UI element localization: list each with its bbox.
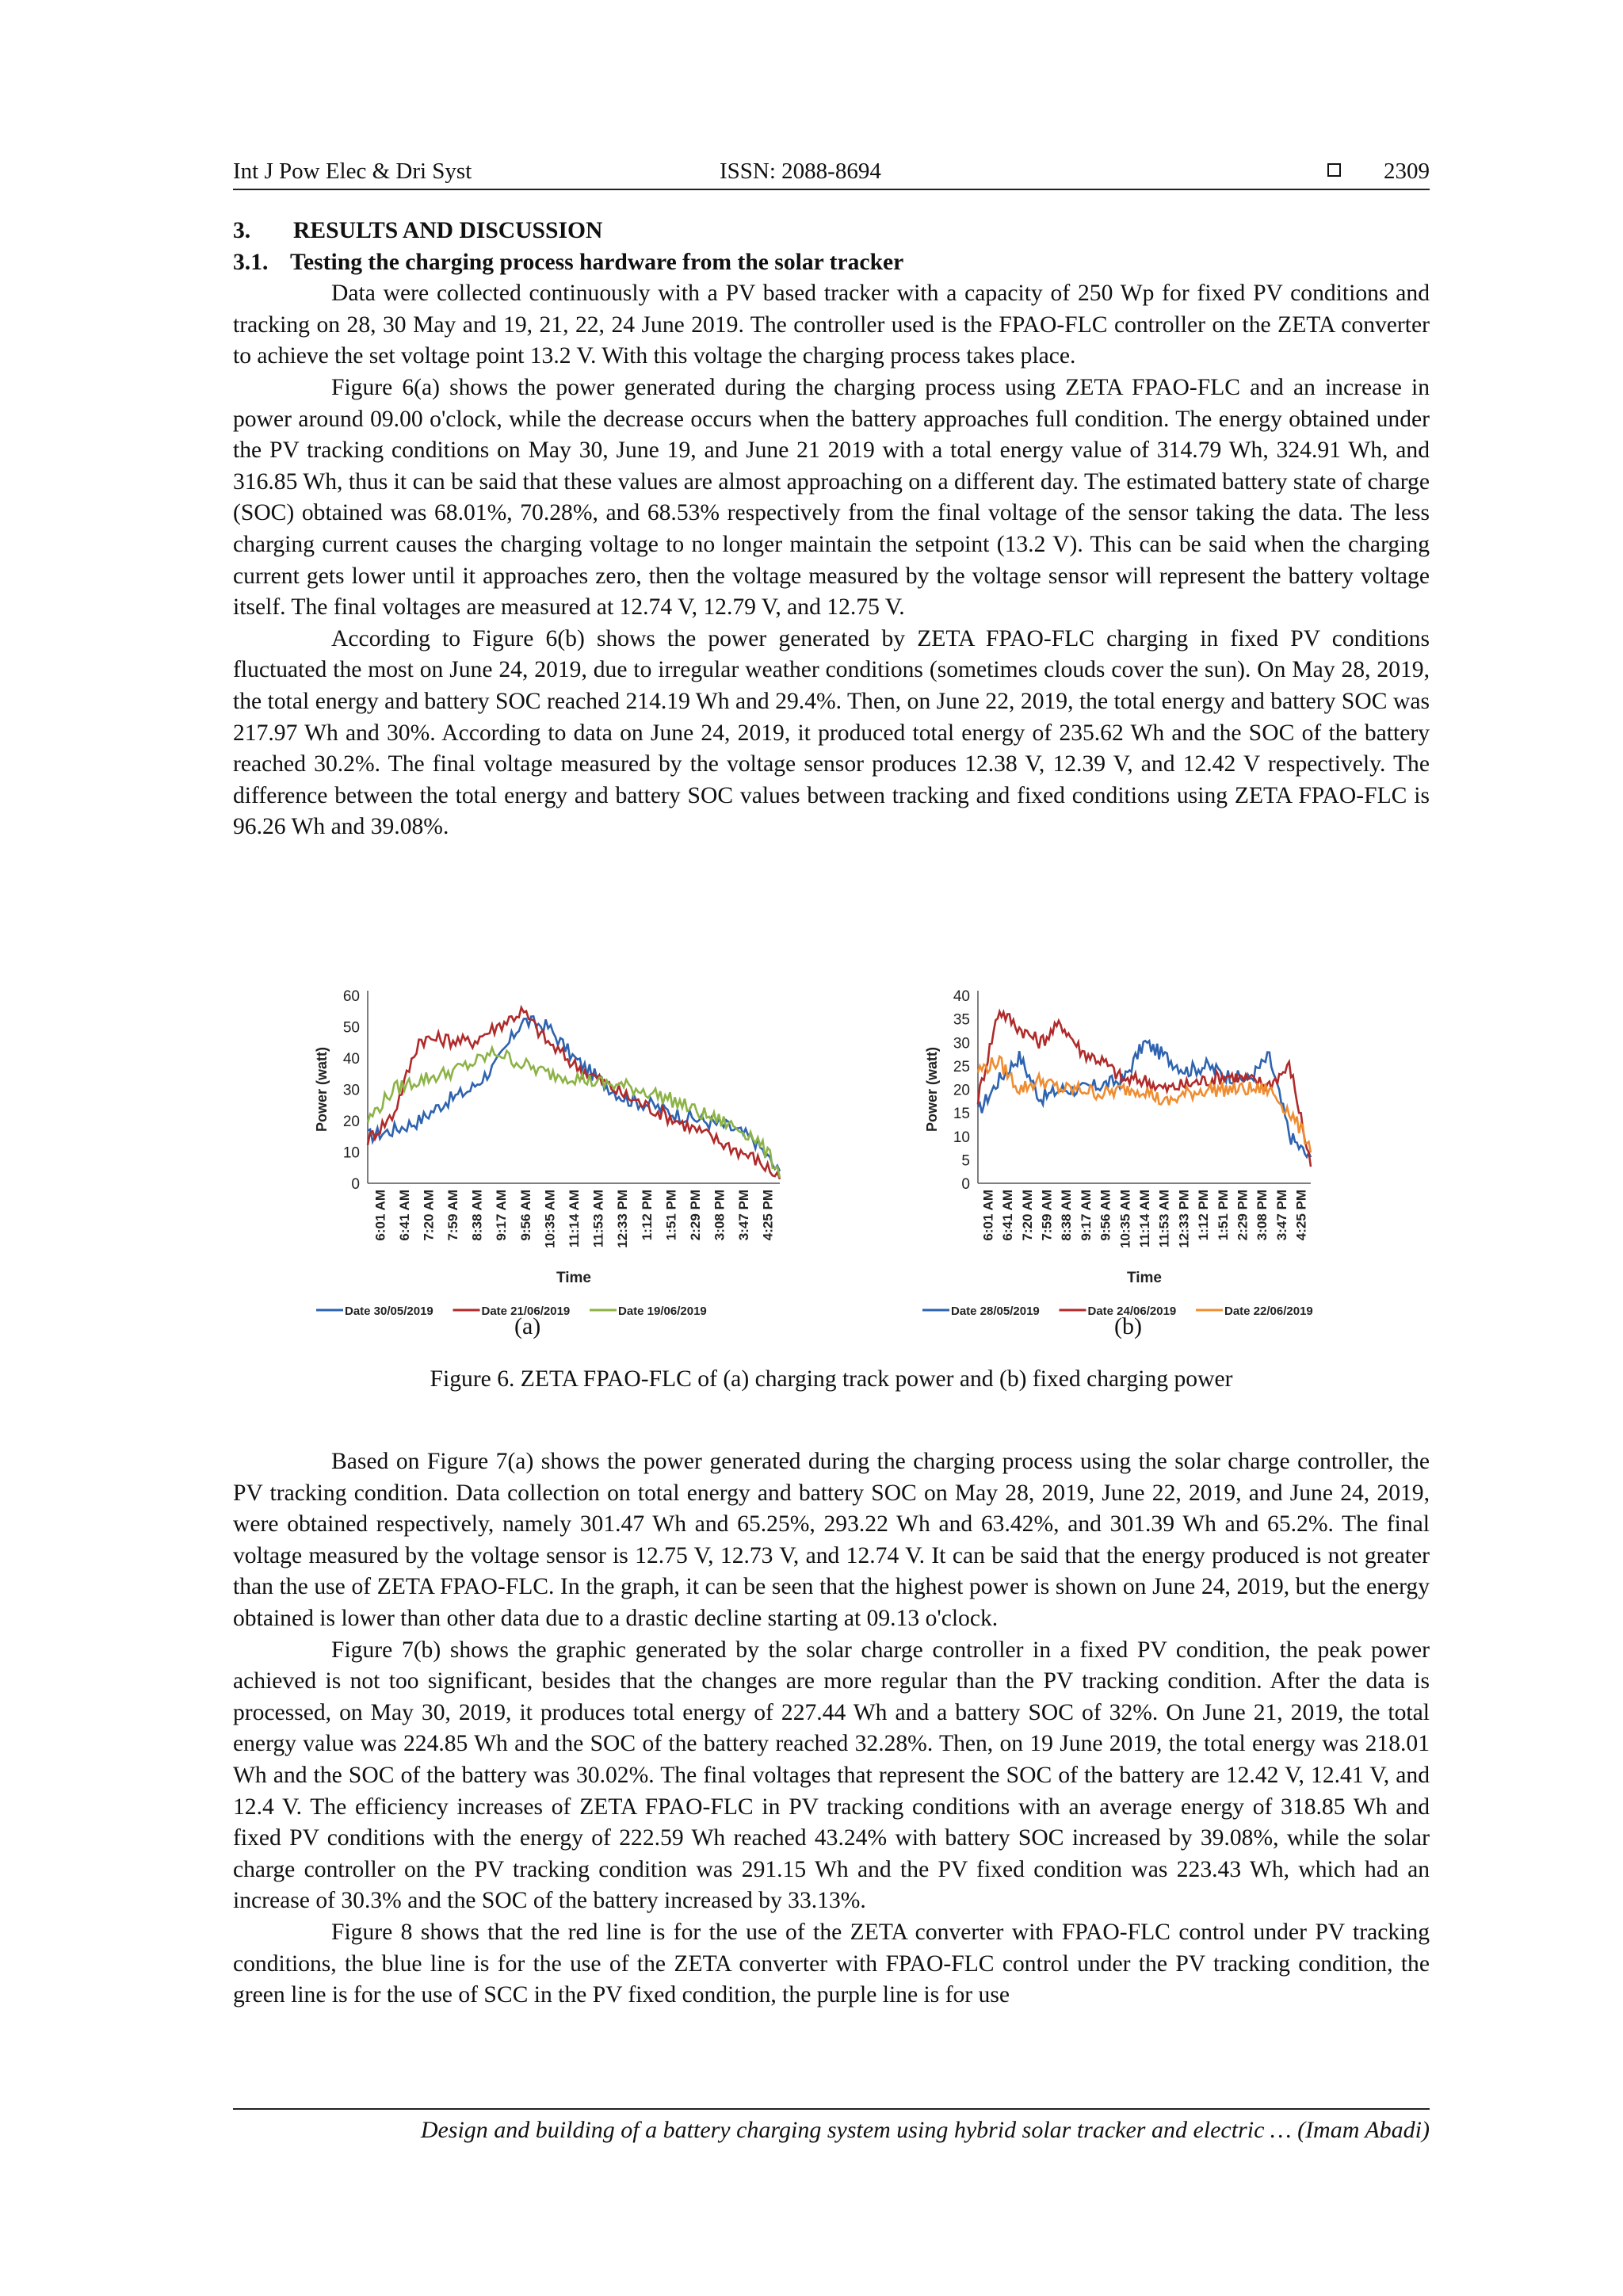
page-footer: Design and building of a battery charging system using hybrid solar tracker and electric … (Imam Abadi) xyxy=(420,2117,1430,2143)
footer-rule xyxy=(233,2108,1430,2110)
x-tick-label: 7:20 AM xyxy=(421,1190,437,1241)
y-tick-label: 0 xyxy=(961,1176,970,1193)
x-tick-label: 4:25 PM xyxy=(1293,1190,1309,1241)
y-tick-label: 0 xyxy=(351,1176,360,1193)
x-tick-label: 2:29 PM xyxy=(1235,1190,1251,1241)
x-tick-label: 6:01 AM xyxy=(372,1190,388,1241)
section-number: 3. xyxy=(233,218,251,243)
x-tick-label: 2:29 PM xyxy=(687,1190,703,1241)
x-tick-label: 1:51 PM xyxy=(663,1190,679,1241)
x-tick-label: 9:56 AM xyxy=(1098,1190,1113,1241)
page-number: 2309 xyxy=(1384,159,1430,184)
sublabel-b: (b) xyxy=(1114,1313,1142,1339)
legend-label: Date 21/06/2019 xyxy=(481,1305,571,1318)
text-block-bottom xyxy=(233,1446,1430,2011)
x-tick-label: 1:12 PM xyxy=(639,1190,655,1241)
x-tick-label: 7:20 AM xyxy=(1019,1190,1035,1241)
x-tick-label: 1:51 PM xyxy=(1215,1190,1231,1241)
subsection-number: 3.1. xyxy=(233,249,269,275)
x-axis-label: Time xyxy=(1126,1270,1163,1286)
series-line xyxy=(368,1016,780,1171)
journal-name: Int J Pow Elec & Dri Syst xyxy=(233,159,472,184)
x-tick-label: 6:01 AM xyxy=(980,1190,996,1241)
section-title: RESULTS AND DISCUSSION xyxy=(293,218,603,243)
x-tick-label: 9:56 AM xyxy=(517,1190,533,1241)
x-tick-label: 8:38 AM xyxy=(1059,1190,1075,1241)
x-tick-label: 12:33 PM xyxy=(615,1190,631,1248)
x-tick-label: 11:14 AM xyxy=(567,1190,582,1248)
subsection-title: Testing the charging process hardware from the solar tracker xyxy=(290,249,904,275)
legend-label: Date 28/05/2019 xyxy=(951,1305,1040,1318)
y-tick-label: 60 xyxy=(342,988,360,1005)
series-line xyxy=(368,1048,780,1178)
paragraph: Figure 8 shows that the red line is for the use of the ZETA converter with FPAO-FLC control under PV tracking conditions, the blue line is for the use of the ZETA converter with FPAO-FLC control under the PV tracking condition, the green line is for the use of SCC in the PV fixed condition, the purple line is for use xyxy=(233,1919,1430,2008)
issn: ISSN: 2088-8694 xyxy=(720,159,881,184)
chart-b xyxy=(891,973,1382,1322)
x-tick-label: 11:14 AM xyxy=(1137,1190,1152,1248)
y-tick-label: 35 xyxy=(953,1011,970,1029)
square-icon xyxy=(1327,163,1341,177)
series-line xyxy=(978,1041,1311,1157)
header-rule xyxy=(233,189,1430,190)
y-tick-label: 15 xyxy=(953,1106,970,1123)
x-tick-label: 11:53 AM xyxy=(590,1190,606,1248)
x-tick-label: 3:47 PM xyxy=(1274,1190,1289,1241)
x-tick-label: 11:53 AM xyxy=(1156,1190,1172,1248)
x-tick-label: 6:41 AM xyxy=(396,1190,412,1241)
paragraph: Based on Figure 7(a) shows the power generated during the charging process using the solar charge controller, the PV tracking condition. Data collection on total energy and battery SOC on May 28, 2019, June 22, 2019, and June 24, 2019, were obtained respectively, namely 301.47 Wh and 65.25%, 293.22 Wh and 63.42%, and 301.39 Wh and 65.2%. The final voltage measured by the voltage sensor is 12.75 V, 12.73 V, and 12.74 V. It can be said that the energy produced is not greater than the use of ZETA FPAO-FLC. In the graph, it can be seen that the highest power is shown on June 24, 2019, but the energy obtained is lower than other data due to a drastic decline starting at 09.13 o'clock. xyxy=(233,1449,1430,1631)
subsection-heading xyxy=(233,247,1430,279)
x-tick-label: 3:08 PM xyxy=(1254,1190,1270,1241)
y-tick-label: 40 xyxy=(342,1051,360,1068)
page-header xyxy=(233,155,1430,187)
x-axis-label: Time xyxy=(556,1270,592,1286)
y-tick-label: 30 xyxy=(953,1035,970,1052)
series-line xyxy=(978,1056,1311,1152)
series-line xyxy=(368,1007,780,1179)
y-tick-label: 20 xyxy=(342,1114,360,1130)
y-tick-label: 50 xyxy=(342,1019,360,1037)
legend-label: Date 19/06/2019 xyxy=(618,1305,707,1318)
paragraph: Figure 6(a) shows the power generated during the charging process using ZETA FPAO-FLC and an increase in power around 09.00 o'clock, while the decrease occurs when the battery approaches full condition. The energy obtained under the PV tracking conditions on May 30, June 19, and June 21 2019 with a total energy value of 314.79 Wh, 324.91 Wh, and 316.85 Wh, thus it can be said that these values are almost approaching on a different day. The estimated battery state of charge (SOC) obtained was 68.01%, 70.28%, and 68.53% respectively from the final voltage of the sensor taking the data. The less charging current causes the charging voltage to no longer maintain the setpoint (13.2 V). This can be said when the charging current gets lower until it approaches zero, then the voltage measured by the voltage sensor will represent the battery voltage itself. The final voltages are measured at 12.74 V, 12.79 V, and 12.75 V. xyxy=(233,374,1430,621)
y-axis-label: Power (watt) xyxy=(924,1046,940,1133)
y-tick-label: 10 xyxy=(953,1129,970,1146)
x-tick-label: 9:17 AM xyxy=(494,1190,510,1241)
legend-label: Date 22/06/2019 xyxy=(1224,1305,1313,1318)
y-tick-label: 20 xyxy=(953,1082,970,1099)
x-tick-label: 10:35 AM xyxy=(1117,1190,1133,1249)
paragraph: Data were collected continuously with a PV based tracker with a capacity of 250 Wp for fixed PV conditions and tracking on 28, 30 May and 19, 21, 22, 24 June 2019. The controller used is the FPAO-FLC controller on the ZETA converter to achieve the set voltage point 13.2 V. With this voltage the charging process takes place. xyxy=(233,281,1430,369)
x-tick-label: 8:38 AM xyxy=(469,1190,485,1241)
y-axis-label: Power (watt) xyxy=(314,1046,330,1133)
x-tick-label: 4:25 PM xyxy=(760,1190,776,1241)
y-tick-label: 5 xyxy=(961,1152,970,1170)
text-block-top xyxy=(233,216,1430,843)
y-tick-label: 40 xyxy=(953,988,970,1005)
y-tick-label: 10 xyxy=(342,1144,360,1162)
section-heading xyxy=(233,216,1430,247)
paragraph: According to Figure 6(b) shows the power generated by ZETA FPAO-FLC charging in fixed PV conditions fluctuated the most on June 24, 2019, due to irregular weather conditions (sometimes clouds cover the sun). On May 28, 2019, the total energy and battery SOC reached 214.19 Wh and 29.4%. Then, on June 22, 2019, the total energy and battery SOC was 217.97 Wh and 30%. According to data on June 24, 2019, it produced total energy of 235.62 Wh and the SOC of the battery reached 30.2%. The final voltage measured by the voltage sensor produces 12.38 V, 12.39 V, and 12.42 V respectively. The difference between the total energy and battery SOC values between tracking and fixed conditions using ZETA FPAO-FLC is 96.26 Wh and 39.08%. xyxy=(233,625,1430,840)
legend-label: Date 24/06/2019 xyxy=(1087,1305,1177,1318)
y-tick-label: 25 xyxy=(953,1058,970,1075)
y-tick-label: 30 xyxy=(342,1082,360,1099)
x-tick-label: 3:08 PM xyxy=(712,1190,727,1241)
figure-6 xyxy=(233,973,1430,1354)
x-tick-label: 7:59 AM xyxy=(445,1190,461,1241)
chart-a xyxy=(288,973,875,1322)
sublabel-a: (a) xyxy=(514,1313,541,1339)
paragraph: Figure 7(b) shows the graphic generated by the solar charge controller in a fixed PV condition, the peak power achieved is not too significant, besides that the changes are more regular than the PV tracking condition. After the data is processed, on May 30, 2019, it produces total energy of 227.44 Wh and a battery SOC of 32%. On June 21, 2019, the total energy value was 224.85 Wh and the SOC of the battery reached 32.28%. Then, on 19 June 2019, the total energy was 218.01 Wh and the SOC of the battery was 30.02%. The final voltages that represent the SOC of the battery are 12.42 V, 12.41 V, and 12.4 V. The efficiency increases of ZETA FPAO-FLC in PV tracking conditions with an average energy of 318.85 Wh and fixed PV conditions with the energy of 222.59 Wh reached 43.24% with battery SOC increased by 39.08%, while the solar charge controller on the PV tracking condition was 291.15 Wh and the PV fixed condition was 223.43 Wh, which had an increase of 30.3% and the SOC of the battery increased by 33.13%. xyxy=(233,1637,1430,1914)
x-tick-label: 7:59 AM xyxy=(1039,1190,1055,1241)
x-tick-label: 12:33 PM xyxy=(1176,1190,1192,1248)
x-tick-label: 10:35 AM xyxy=(542,1190,558,1249)
x-tick-label: 6:41 AM xyxy=(1000,1190,1016,1241)
legend-label: Date 30/05/2019 xyxy=(345,1305,433,1318)
x-tick-label: 9:17 AM xyxy=(1078,1190,1094,1241)
x-tick-label: 3:47 PM xyxy=(736,1190,752,1241)
figure-caption: Figure 6. ZETA FPAO-FLC of (a) charging track power and (b) fixed charging power xyxy=(430,1366,1233,1392)
x-tick-label: 1:12 PM xyxy=(1196,1190,1212,1241)
